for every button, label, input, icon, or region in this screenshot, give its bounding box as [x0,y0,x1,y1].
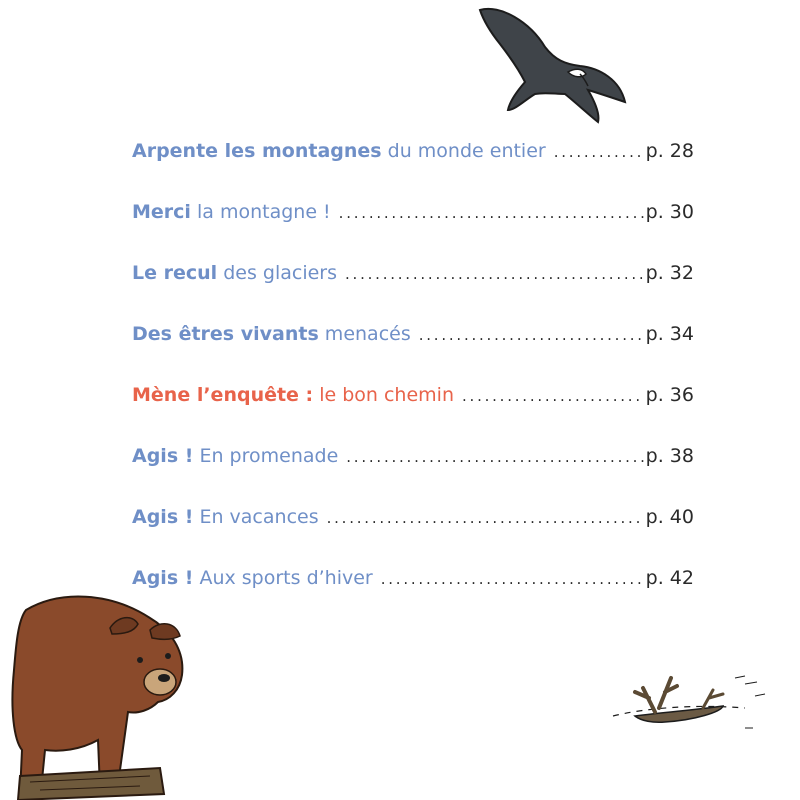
entry-title-rest: la montagne ! [190,201,331,223]
toc-entry-highlight[interactable] [132,384,694,445]
toc-entry[interactable] [132,567,694,628]
condor-illustration [470,2,630,130]
dot-leader [345,265,644,283]
entry-title-rest: En promenade [193,445,339,467]
entry-title-bold: Agis ! [132,445,194,467]
dot-leader [339,204,644,222]
entry-title-bold: Arpente les montagnes [132,140,382,162]
toc-entry[interactable] [132,445,694,506]
page-number: p. 40 [645,506,694,528]
dot-leader [346,448,643,466]
toc-entry[interactable] [132,506,694,567]
page-number: p. 34 [645,323,694,345]
page-number: p. 42 [645,567,694,589]
table-of-contents [132,140,694,628]
entry-title-bold: Merci [132,201,191,223]
page-number: p. 30 [645,201,694,223]
entry-title-bold: Agis ! [132,506,194,528]
branch-in-snow-illustration [605,668,775,768]
dot-leader [554,143,644,161]
toc-entry[interactable] [132,323,694,384]
toc-entry[interactable] [132,140,694,201]
entry-title-bold: Des êtres vivants [132,323,319,345]
entry-title-bold: Le recul [132,262,218,284]
entry-title-rest: Aux sports d’hiver [193,567,373,589]
toc-entry[interactable] [132,262,694,323]
dot-leader [381,570,644,588]
entry-title-rest: En vacances [193,506,319,528]
entry-title-rest: le bon chemin [313,384,454,406]
brown-bear-illustration [0,590,200,800]
page-number: p. 32 [645,262,694,284]
entry-title-rest: menacés [318,323,411,345]
page-number: p. 38 [645,445,694,467]
entry-title-rest: du monde entier [381,140,546,162]
dot-leader [327,509,644,527]
page-number: p. 36 [645,384,694,406]
entry-title-rest: des glaciers [217,262,338,284]
entry-title-bold: Mène l’enquête : [132,384,314,406]
page-number: p. 28 [645,140,694,162]
dot-leader [462,387,644,405]
toc-entry[interactable] [132,201,694,262]
dot-leader [419,326,644,344]
entry-title-bold: Agis ! [132,567,194,589]
